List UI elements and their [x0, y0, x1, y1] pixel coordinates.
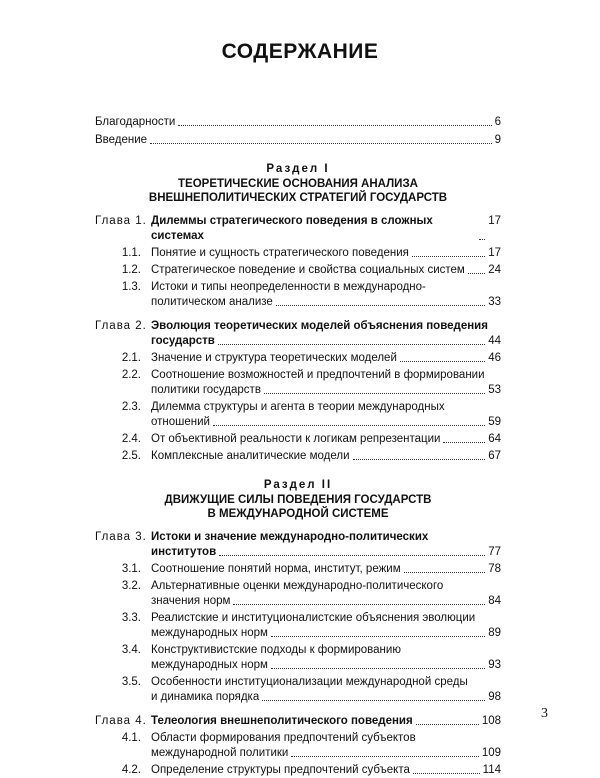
- toc-entry-label: Благодарности: [95, 116, 176, 128]
- part-label: Раздел I: [266, 163, 330, 175]
- dot-leader: [413, 763, 480, 774]
- entry-last-line: [151, 626, 501, 641]
- section-number: 4.2.: [121, 764, 141, 776]
- entry-page: 108: [481, 715, 501, 727]
- entry-text: Дилеммы стратегического поведения в сложных системах: [151, 215, 433, 242]
- entry-page: 67: [488, 450, 501, 462]
- dot-leader: [443, 432, 485, 443]
- chapter-entry: [95, 214, 501, 310]
- dot-leader: [271, 626, 485, 637]
- part-heading: [95, 162, 501, 205]
- dot-leader: [291, 746, 478, 757]
- entry-text: отношений: [151, 416, 210, 428]
- dot-leader: [271, 658, 485, 669]
- section-entry: [95, 246, 501, 261]
- entry-page: 17: [488, 215, 501, 227]
- chapter-entry: [95, 714, 501, 778]
- entry-last-line: [151, 562, 501, 577]
- section-entry: [95, 763, 501, 778]
- entry-page: 59: [488, 416, 501, 428]
- chapter-row: [95, 319, 501, 349]
- dot-leader: [150, 133, 492, 144]
- entry-last-line: [151, 295, 501, 310]
- dot-leader: [404, 562, 486, 573]
- entry-text: Понятие и сущность стратегического поведения: [151, 247, 409, 259]
- chapter-title: [151, 714, 501, 729]
- section-title: [151, 400, 501, 430]
- section-number: 2.2.: [121, 369, 141, 381]
- entry-text: институтов: [151, 546, 217, 558]
- entry-text: Истоки и значение международно-политических: [151, 531, 429, 543]
- entry-last-line: [151, 246, 501, 261]
- part-title: ДВИЖУЩИЕ СИЛЫ ПОВЕДЕНИЯ ГОСУДАРСТВ: [164, 494, 432, 506]
- chapter-entry: [95, 530, 501, 705]
- entry-text: Реалистские и институционалистские объяснения эволюции: [151, 612, 476, 624]
- section-number: 1.1.: [121, 247, 141, 259]
- section-entry: [95, 351, 501, 366]
- part-title: ВНЕШНЕПОЛИТИЧЕСКИХ СТРАТЕГИЙ ГОСУДАРСТВ: [148, 192, 448, 204]
- entry-text: политики государств: [151, 384, 261, 396]
- entry-last-line: [151, 351, 501, 366]
- entry-text: Комплексные аналитические модели: [151, 450, 350, 462]
- toc-entry: [95, 115, 501, 130]
- section-title: [151, 263, 501, 278]
- chapter-row: [95, 214, 501, 244]
- toc-entry-label: Введение: [95, 134, 148, 146]
- section-number: 3.3.: [121, 612, 141, 624]
- chapter-entry: [95, 319, 501, 464]
- entry-text: Соотношение понятий норма, институт, режим: [151, 563, 401, 575]
- entry-text: Эволюция теоретических моделей объяснения поведения: [151, 320, 488, 332]
- section-number: 1.3.: [121, 281, 141, 293]
- entry-text: Значение и структура теоретических моделей: [151, 352, 397, 364]
- section-number: 3.2.: [121, 580, 141, 592]
- section-title: [151, 246, 501, 261]
- entry-last-line: [151, 763, 501, 778]
- section-entry: [95, 400, 501, 430]
- section-number: 1.2.: [121, 264, 141, 276]
- chapter-title: [151, 214, 501, 244]
- entry-text: Особенности институционализации международной среды: [151, 676, 468, 688]
- table-of-contents: [95, 115, 501, 778]
- section-entry: [95, 579, 501, 609]
- dot-leader: [213, 415, 485, 426]
- dot-leader: [219, 545, 485, 556]
- entry-page: 24: [488, 264, 501, 276]
- entry-text: и динамика порядка: [151, 691, 260, 703]
- dot-leader: [479, 214, 485, 240]
- dot-leader: [262, 690, 485, 701]
- part-label: Раздел II: [263, 479, 333, 491]
- entry-text: Определение структуры предпочтений субъекта: [151, 764, 410, 776]
- entry-text: международной политики: [151, 747, 289, 759]
- dot-leader: [468, 263, 485, 274]
- dot-leader: [412, 246, 485, 257]
- entry-text: От объективной реальности к логикам репрезентации: [151, 433, 441, 445]
- entry-text: международных норм: [151, 659, 268, 671]
- section-entry: [95, 449, 501, 464]
- chapter-title: [151, 530, 501, 560]
- entry-last-line: [151, 449, 501, 464]
- section-title: [151, 643, 501, 673]
- section-entry: [95, 675, 501, 705]
- section-number: 3.4.: [121, 644, 141, 656]
- page-title: СОДЕРЖАНИЕ: [221, 40, 379, 63]
- entry-text: Альтернативные оценки международно-политического: [151, 580, 444, 592]
- page-number: 3: [541, 706, 548, 721]
- chapter-number: Глава 3.: [95, 531, 147, 543]
- entry-text: Дилемма структуры и агента в теории международных: [151, 401, 445, 413]
- section-title: [151, 351, 501, 366]
- entry-page: 64: [488, 433, 501, 445]
- section-number: 3.5.: [121, 676, 141, 688]
- entry-page: 17: [488, 247, 501, 259]
- entry-text: значения норм: [151, 595, 231, 607]
- entry-text: Соотношение возможностей и предпочтений в формировании: [151, 369, 485, 381]
- entry-last-line: [151, 545, 501, 560]
- section-entry: [95, 611, 501, 641]
- section-entry: [95, 562, 501, 577]
- section-entry: [95, 263, 501, 278]
- entry-page: 46: [488, 352, 501, 364]
- section-number: 3.1.: [121, 563, 141, 575]
- part-title: В МЕЖДУНАРОДНОЙ СИСТЕМЕ: [207, 508, 389, 520]
- entry-last-line: [151, 746, 501, 761]
- chapter-row: [95, 530, 501, 560]
- section-title: [151, 611, 501, 641]
- section-title: [151, 763, 501, 778]
- section-number: 4.1.: [121, 732, 141, 744]
- section-number: 2.4.: [121, 433, 141, 445]
- section-entry: [95, 368, 501, 398]
- chapter-title: [151, 319, 501, 349]
- entry-last-line: [151, 334, 501, 349]
- toc-entry: [95, 133, 501, 148]
- dot-leader: [276, 295, 485, 306]
- entry-page: 44: [488, 335, 501, 347]
- part-title: ТЕОРЕТИЧЕСКИЕ ОСНОВАНИЯ АНАЛИЗА: [178, 178, 418, 190]
- section-title: [151, 368, 501, 398]
- entry-last-line: [151, 214, 501, 244]
- section-number: 2.5.: [121, 450, 141, 462]
- section-number: 2.3.: [121, 401, 141, 413]
- entry-text: политическом анализе: [151, 296, 273, 308]
- entry-page: 78: [488, 563, 501, 575]
- entry-text: Телеология внешнеполитического поведения: [151, 715, 413, 727]
- section-title: [151, 449, 501, 464]
- section-entry: [95, 280, 501, 310]
- entry-text: Истоки и типы неопределенности в международно-: [151, 281, 426, 293]
- entry-text: государств: [151, 335, 215, 347]
- parts-container: [95, 162, 501, 778]
- section-title: [151, 675, 501, 705]
- entry-last-line: [151, 383, 501, 398]
- section-entry: [95, 643, 501, 673]
- section-title: [151, 280, 501, 310]
- dot-leader: [218, 334, 485, 345]
- part-heading: [95, 478, 501, 521]
- entry-last-line: [151, 658, 501, 673]
- dot-leader: [264, 383, 485, 394]
- entry-last-line: [151, 594, 501, 609]
- entry-page: 53: [488, 384, 501, 396]
- dot-leader: [233, 594, 485, 605]
- chapter-number: Глава 2.: [95, 320, 147, 332]
- toc-entry-page: 6: [494, 116, 501, 128]
- dot-leader: [400, 351, 485, 362]
- entry-page: 77: [488, 546, 501, 558]
- entry-page: 89: [488, 627, 501, 639]
- toc-entry-page: 9: [494, 134, 501, 146]
- section-entry: [95, 432, 501, 447]
- entry-page: 84: [488, 595, 501, 607]
- entry-last-line: [151, 714, 501, 729]
- entry-page: 93: [488, 659, 501, 671]
- section-number: 2.1.: [121, 352, 141, 364]
- section-title: [151, 579, 501, 609]
- dot-leader: [178, 115, 491, 126]
- entry-page: 33: [488, 296, 501, 308]
- entry-text: Стратегическое поведение и свойства социальных систем: [151, 264, 465, 276]
- entry-page: 114: [482, 764, 501, 776]
- entry-last-line: [151, 432, 501, 447]
- entry-text: международных норм: [151, 627, 268, 639]
- entry-page: 109: [481, 747, 501, 759]
- chapter-number: Глава 1.: [95, 215, 147, 227]
- dot-leader: [353, 449, 486, 460]
- section-entry: [95, 731, 501, 761]
- entry-text: Области формирования предпочтений субъектов: [151, 732, 416, 744]
- chapter-number: Глава 4.: [95, 715, 147, 727]
- section-title: [151, 562, 501, 577]
- entry-last-line: [151, 263, 501, 278]
- section-title: [151, 432, 501, 447]
- section-title: [151, 731, 501, 761]
- entry-last-line: [151, 690, 501, 705]
- entry-last-line: [151, 415, 501, 430]
- front-matter: [95, 115, 501, 148]
- entry-text: Конструктивистские подходы к формированию: [151, 644, 401, 656]
- dot-leader: [416, 714, 479, 725]
- chapter-row: [95, 714, 501, 729]
- entry-page: 98: [488, 691, 501, 703]
